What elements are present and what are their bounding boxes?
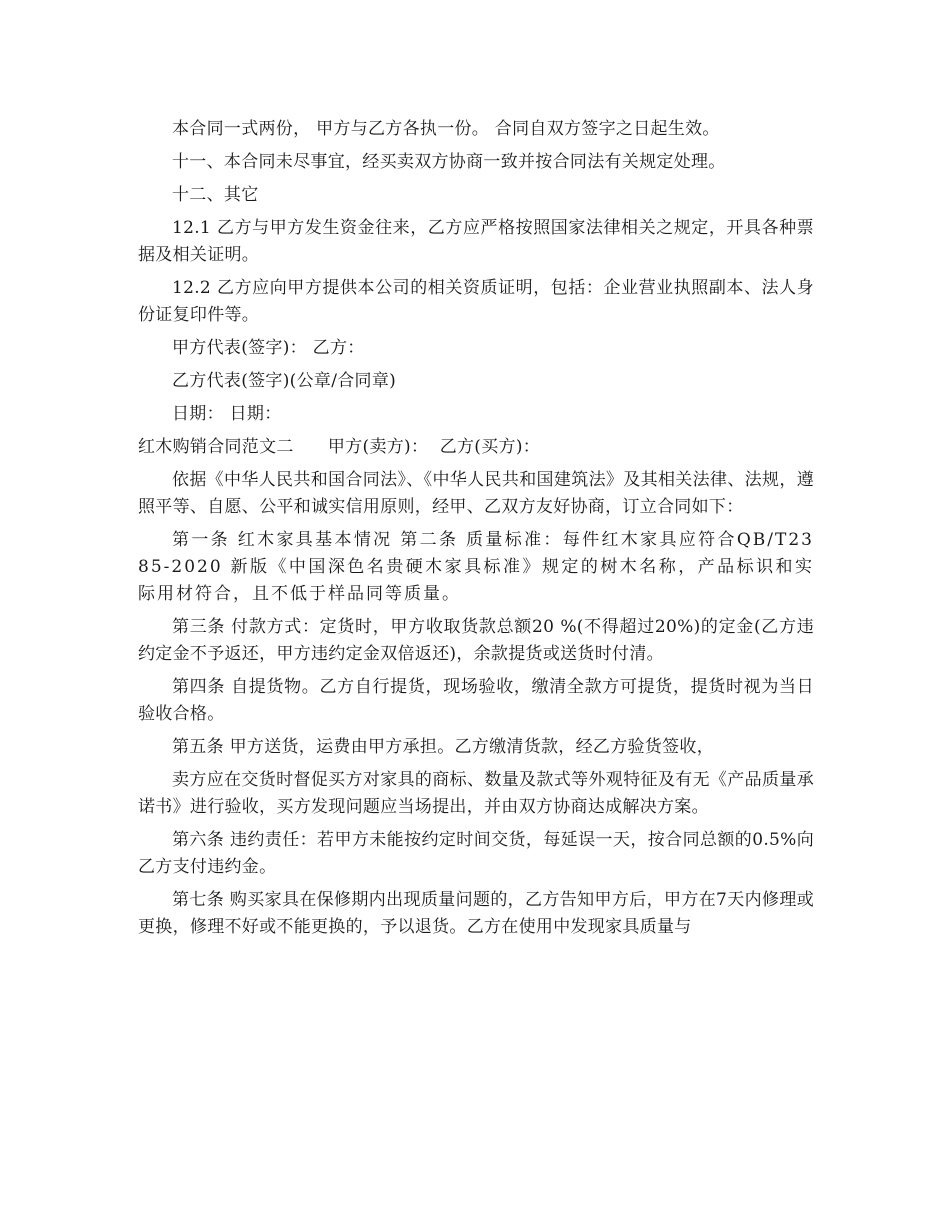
paragraph-template-two-heading: 红木购销合同范文二 甲方(卖方)： 乙方(买方)： xyxy=(138,437,541,457)
paragraph-copies: 本合同一式两份， 甲方与乙方各执一份。 合同自双方签字之日起生效。 xyxy=(172,119,720,139)
paragraph-article-4: 第四条 自提货物。乙方自行提货，现场验收，缴清全款方可提货，提货时视为当日验收合格。 xyxy=(138,677,814,724)
paragraph-signature-party-a: 甲方代表(签字)： 乙方： xyxy=(172,338,365,358)
paragraph-dates: 日期： 日期： xyxy=(172,404,282,424)
paragraph-article-12-1: 12.1 乙方与甲方发生资金往来，乙方应严格按照国家法律相关之规定，开具各种票据及相关证明。 xyxy=(138,218,814,265)
paragraph-legal-basis: 依据《中华人民共和国合同法》、《中华人民共和国建筑法》及其相关法律、法规，遵照平等、自愿、公平和诚实信用原则，经甲、乙双方友好协商，订立合同如下： xyxy=(138,470,814,517)
paragraph-article-1-2: 第一条 红木家具基本情况 第二条 质量标准：每件红木家具应符合QB/T2385-2020 新版《中国深色名贵硬木家具标准》规定的树木名称，产品标识和实际用材符合，且不低于样品同等质量。 xyxy=(138,530,814,604)
paragraph-article-7: 第七条 购买家具在保修期内出现质量问题的，乙方告知甲方后，甲方在7天内修理或更换，修理不好或不能更换的，予以退货。乙方在使用中发现家具质量与 xyxy=(138,890,814,937)
paragraph-article-11: 十一、本合同未尽事宜，经买卖双方协商一致并按合同法有关规定处理。 xyxy=(172,152,726,172)
paragraph-article-5: 第五条 甲方送货，运费由甲方承担。乙方缴清货款，经乙方验货签收， xyxy=(172,737,715,757)
paragraph-article-12-2: 12.2 乙方应向甲方提供本公司的相关资质证明，包括：企业营业执照副本、法人身份证复印件等。 xyxy=(138,278,814,325)
paragraph-signature-party-b: 乙方代表(签字)(公章/合同章) xyxy=(172,371,397,391)
paragraph-article-6: 第六条 违约责任：若甲方未能按约定时间交货，每延误一天，按合同总额的0.5%向乙方支付违约金。 xyxy=(138,830,814,877)
contract-body xyxy=(138,116,814,947)
paragraph-article-3: 第三条 付款方式：定货时，甲方收取货款总额20 %(不得超过20%)的定金(乙方违约定金不予返还，甲方违约定金双倍返还)，余款提货或送货时付清。 xyxy=(138,617,814,664)
paragraph-article-12-title: 十二、其它 xyxy=(172,185,259,205)
paragraph-article-5-continued: 卖方应在交货时督促买方对家具的商标、数量及款式等外观特征及有无《产品质量承诺书》进行验收，买方发现问题应当场提出，并由双方协商达成解决方案。 xyxy=(138,770,814,817)
